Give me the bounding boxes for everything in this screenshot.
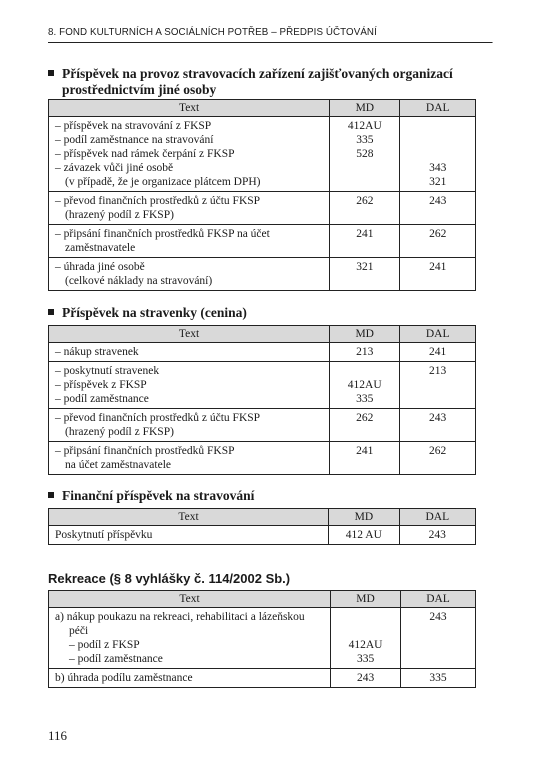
cell-md: 412AU 335	[330, 362, 400, 409]
cell-text: – poskytnutí stravenek – příspěvek z FKSP – podíl zaměstnance	[49, 362, 330, 409]
cell-text: – úhrada jiné osobě (celkové náklady na stravování)	[49, 258, 330, 291]
col-header-md: MD	[330, 100, 400, 117]
cell-dal: 243	[399, 526, 475, 545]
col-header-md: MD	[329, 509, 399, 526]
col-header-dal: DAL	[401, 591, 476, 608]
section-title-line2: prostřednictvím jiné osoby	[62, 82, 217, 97]
cell-text: a) nákup poukazu na rekreaci, rehabilitaci a lázeňskou péči – podíl z FKSP – podíl zaměstnance	[49, 608, 331, 669]
page-number: 116	[48, 728, 68, 743]
table-row	[49, 608, 476, 669]
cell-text: – nákup stravenek	[49, 343, 330, 362]
table-stravenky	[48, 325, 476, 475]
table-row	[49, 225, 476, 258]
cell-dal: 243	[400, 192, 476, 225]
cell-dal: 343 321	[400, 117, 476, 192]
table-row	[49, 117, 476, 192]
table-row	[49, 258, 476, 291]
cell-text: b) úhrada podílu zaměstnance	[49, 669, 331, 688]
cell-dal: 241	[400, 343, 476, 362]
bullet-icon	[48, 70, 54, 76]
cell-dal: 241	[400, 258, 476, 291]
table-row	[49, 669, 476, 688]
cell-md: 262	[330, 409, 400, 442]
col-header-dal: DAL	[400, 326, 476, 343]
bullet-icon	[48, 492, 54, 498]
section-title-rekreace: Rekreace (§ 8 vyhlášky č. 114/2002 Sb.)	[48, 571, 291, 586]
cell-md: 321	[330, 258, 400, 291]
table-row	[49, 526, 476, 545]
cell-md: 412 AU	[329, 526, 399, 545]
cell-text: – připsání finančních prostředků FKSP na účet zaměstnavatele	[49, 442, 330, 475]
table-row	[49, 192, 476, 225]
col-header-text: Text	[49, 591, 331, 608]
running-head: 8. FOND KULTURNÍCH A SOCIÁLNÍCH POTŘEB – PŘEDPIS ÚČTOVÁNÍ	[48, 26, 493, 43]
cell-text: Poskytnutí příspěvku	[49, 526, 329, 545]
cell-dal: 335	[401, 669, 476, 688]
col-header-text: Text	[49, 509, 329, 526]
cell-text: – převod finančních prostředků z účtu FKSP (hrazený podíl z FKSP)	[49, 192, 330, 225]
cell-dal: 262	[400, 225, 476, 258]
section-title-provoz	[48, 66, 453, 98]
cell-md: 213	[330, 343, 400, 362]
col-header-md: MD	[330, 326, 400, 343]
table-row	[49, 409, 476, 442]
table-rekreace	[48, 590, 476, 688]
cell-dal: 243	[400, 409, 476, 442]
cell-md: 412AU 335	[331, 608, 401, 669]
col-header-dal: DAL	[400, 100, 476, 117]
cell-text: – příspěvek na stravování z FKSP – podíl zaměstnance na stravování – příspěvek nad rámek čerpání z FKSP – závazek vůči jiné osobě (v případě, že je organizace plátcem DPH)	[49, 117, 330, 192]
cell-md: 412AU 335 528	[330, 117, 400, 192]
table-row	[49, 442, 476, 475]
table-row	[49, 362, 476, 409]
col-header-text: Text	[49, 326, 330, 343]
cell-dal: 243	[401, 608, 476, 669]
table-row	[49, 343, 476, 362]
col-header-text: Text	[49, 100, 330, 117]
section-title-line1: Příspěvek na provoz stravovacích zařízení zajišťovaných organizací	[62, 66, 453, 81]
section-title-stravenky: Příspěvek na stravenky (cenina)	[48, 305, 247, 321]
cell-md: 241	[330, 442, 400, 475]
cell-md: 241	[330, 225, 400, 258]
col-header-md: MD	[331, 591, 401, 608]
cell-md: 243	[331, 669, 401, 688]
cell-dal: 213	[400, 362, 476, 409]
table-financni	[48, 508, 476, 545]
cell-dal: 262	[400, 442, 476, 475]
cell-md: 262	[330, 192, 400, 225]
bullet-icon	[48, 309, 54, 315]
table-provoz	[48, 99, 476, 291]
col-header-dal: DAL	[399, 509, 475, 526]
cell-text: – připsání finančních prostředků FKSP na účet zaměstnavatele	[49, 225, 330, 258]
section-title-financni: Finanční příspěvek na stravování	[48, 488, 254, 504]
cell-text: – převod finančních prostředků z účtu FKSP (hrazený podíl z FKSP)	[49, 409, 330, 442]
